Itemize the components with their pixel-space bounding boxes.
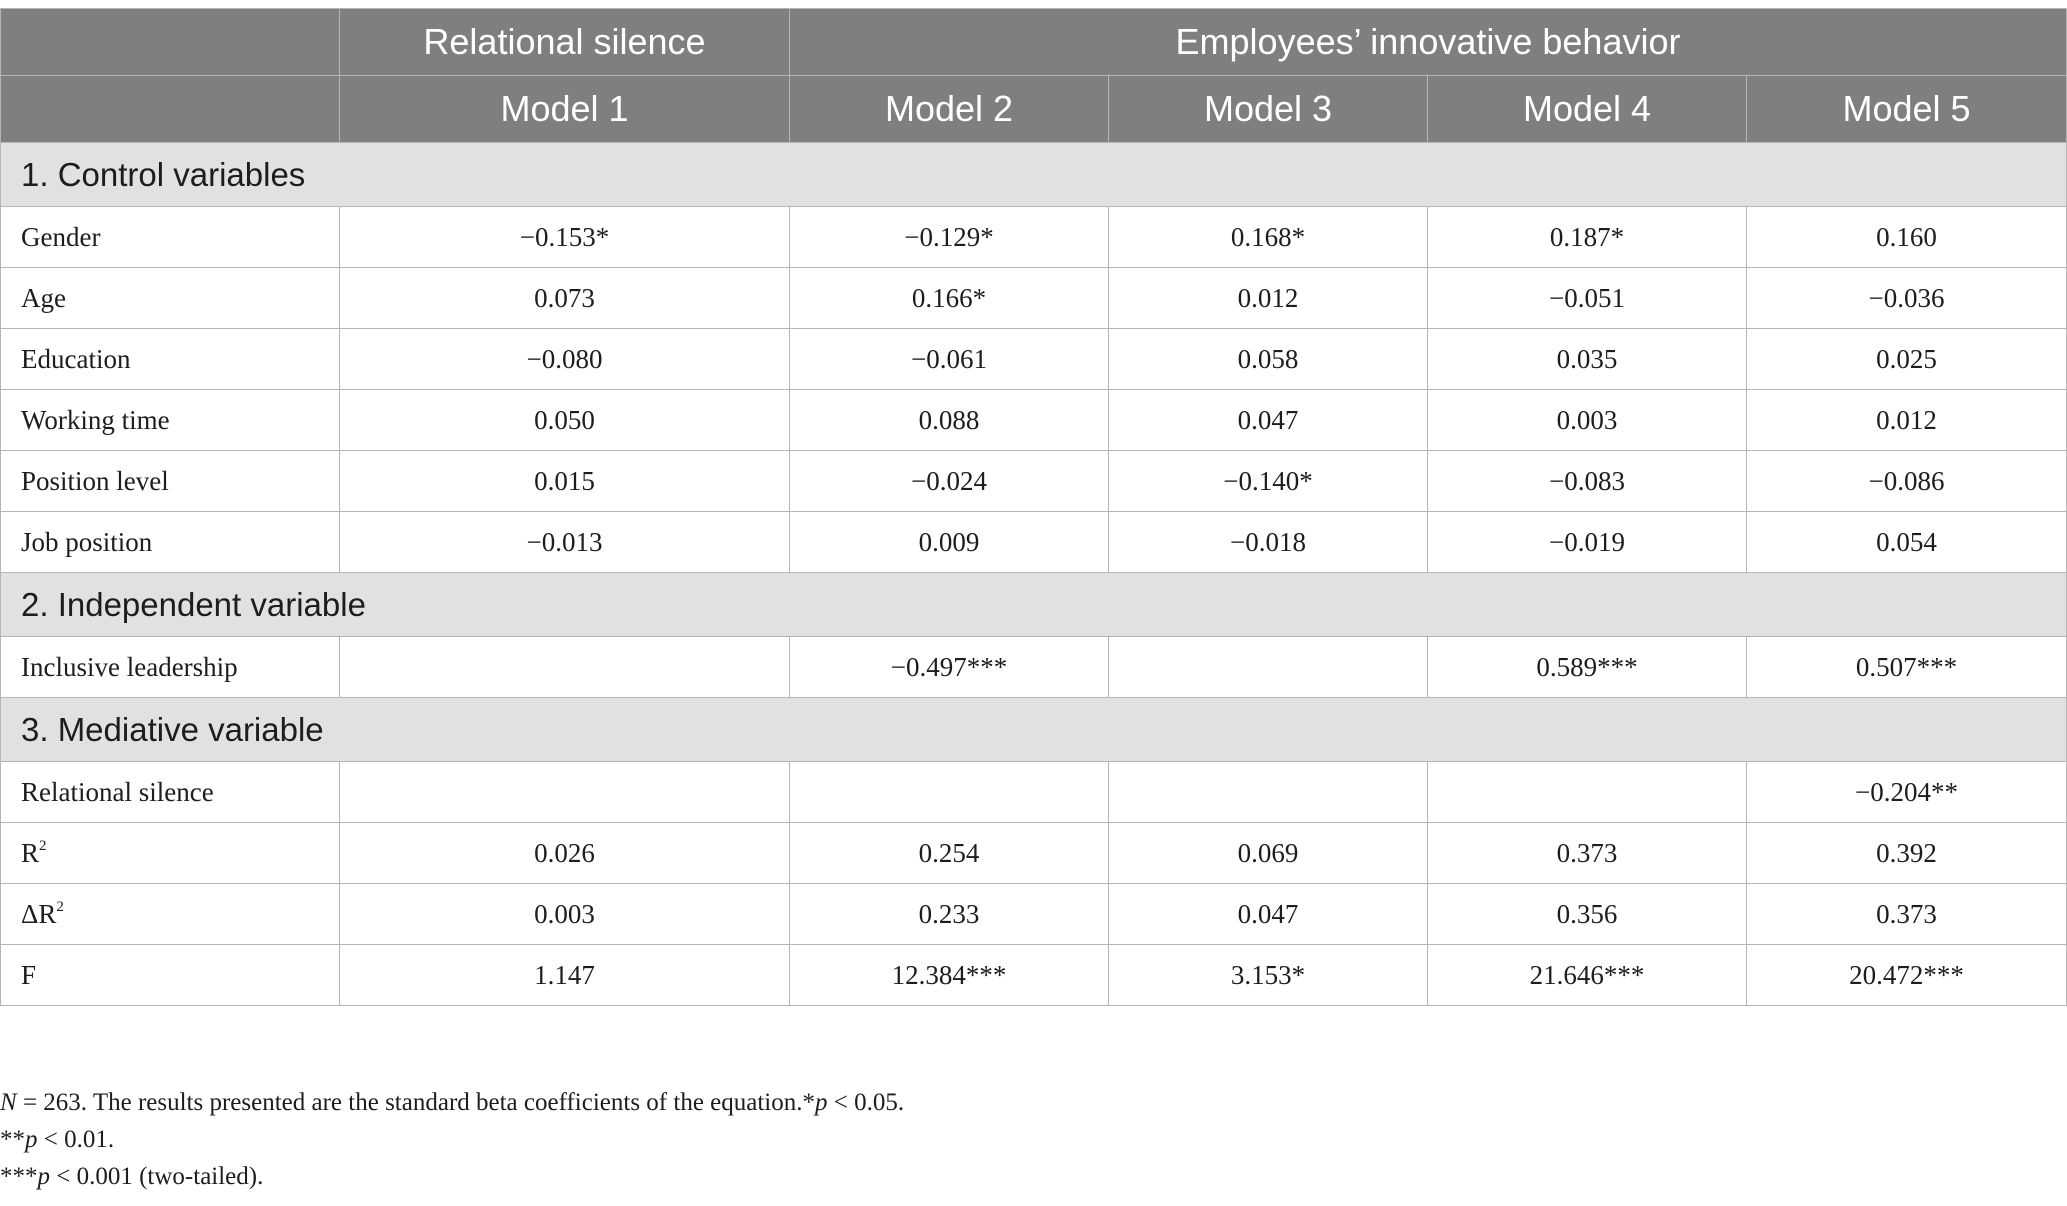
table-cell: 0.012 (1747, 390, 2067, 451)
table-footnotes (0, 1084, 904, 1195)
section-independent-variable (1, 573, 2067, 637)
table-cell: 0.035 (1428, 329, 1747, 390)
table-row (1, 637, 2067, 698)
footnote-n: N (0, 1089, 17, 1116)
header-innovative-behavior: Employees’ innovative behavior (790, 9, 2067, 76)
footnote-p: p (37, 1163, 50, 1190)
row-label: F (1, 945, 340, 1006)
table-row (1, 762, 2067, 823)
table-cell: 0.507*** (1747, 637, 2067, 698)
row-label: Working time (1, 390, 340, 451)
table-cell: 0.356 (1428, 884, 1747, 945)
table-cell: −0.013 (340, 512, 790, 573)
footnote-line-2 (0, 1121, 904, 1158)
table-row (1, 884, 2067, 945)
row-label: Job position (1, 512, 340, 573)
table-row (1, 390, 2067, 451)
row-label: Inclusive leadership (1, 637, 340, 698)
table-cell: 0.073 (340, 268, 790, 329)
table-cell: −0.204** (1747, 762, 2067, 823)
section-mediative-variable (1, 698, 2067, 762)
footnote-stars: *** (0, 1163, 38, 1190)
table-cell: 20.472*** (1747, 945, 2067, 1006)
row-label-r-squared (1, 823, 340, 884)
row-label: Age (1, 268, 340, 329)
section-control-variables (1, 143, 2067, 207)
header-blank (1, 9, 340, 76)
footnote-line-1 (0, 1084, 904, 1121)
table-cell: 0.047 (1109, 390, 1428, 451)
table-cell: 3.153* (1109, 945, 1428, 1006)
table-cell: −0.036 (1747, 268, 2067, 329)
table-cell: −0.019 (1428, 512, 1747, 573)
table-cell: 0.009 (790, 512, 1109, 573)
footnote-text: = 263. The results presented are the standard beta coefficients of the equation.* (16, 1089, 816, 1116)
table-cell: −0.086 (1747, 451, 2067, 512)
table-cell: −0.061 (790, 329, 1109, 390)
table-cell (1109, 637, 1428, 698)
table-cell (1109, 762, 1428, 823)
table-cell: 0.254 (790, 823, 1109, 884)
table-row (1, 823, 2067, 884)
row-label: Relational silence (1, 762, 340, 823)
table-row (1, 512, 2067, 573)
header-model-4: Model 4 (1428, 76, 1747, 143)
row-label-delta-r-squared (1, 884, 340, 945)
superscript: 2 (56, 898, 64, 915)
footnote-stars: ** (0, 1126, 25, 1153)
footnote-text: < 0.001 (two-tailed). (50, 1163, 264, 1190)
table-cell: 0.233 (790, 884, 1109, 945)
header-model-3: Model 3 (1109, 76, 1428, 143)
table-cell: −0.018 (1109, 512, 1428, 573)
footnote-line-3 (0, 1158, 904, 1195)
footnote-p: p (25, 1126, 38, 1153)
table-cell: 0.047 (1109, 884, 1428, 945)
section-label: 2. Independent variable (1, 573, 2067, 637)
table-cell: 0.015 (340, 451, 790, 512)
header-model-5: Model 5 (1747, 76, 2067, 143)
table-cell: −0.024 (790, 451, 1109, 512)
table-cell: 0.166* (790, 268, 1109, 329)
table-row (1, 268, 2067, 329)
footnote-text: < 0.01. (37, 1126, 115, 1153)
row-label: Gender (1, 207, 340, 268)
table-cell: 0.373 (1428, 823, 1747, 884)
table-cell: −0.129* (790, 207, 1109, 268)
superscript: 2 (39, 837, 47, 854)
results-table-container (0, 8, 2066, 1006)
table-cell: 0.012 (1109, 268, 1428, 329)
footnote-text: < 0.05. (827, 1089, 905, 1116)
table-cell: 0.168* (1109, 207, 1428, 268)
header-model-2: Model 2 (790, 76, 1109, 143)
header-blank-2 (1, 76, 340, 143)
table-cell: 0.373 (1747, 884, 2067, 945)
table-row (1, 207, 2067, 268)
table-row (1, 945, 2067, 1006)
section-label: 3. Mediative variable (1, 698, 2067, 762)
table-cell: 0.054 (1747, 512, 2067, 573)
table-cell: 0.026 (340, 823, 790, 884)
table-cell (1428, 762, 1747, 823)
table-cell (340, 637, 790, 698)
table-cell: 0.088 (790, 390, 1109, 451)
table-cell: 0.003 (1428, 390, 1747, 451)
row-label-text: ΔR (21, 898, 57, 929)
table-cell: −0.153* (340, 207, 790, 268)
table-cell: 0.589*** (1428, 637, 1747, 698)
table-cell: 0.069 (1109, 823, 1428, 884)
header-model-1: Model 1 (340, 76, 790, 143)
table-cell: −0.497*** (790, 637, 1109, 698)
table-cell: 0.003 (340, 884, 790, 945)
header-row-groups (1, 9, 2067, 76)
regression-results-table (0, 8, 2067, 1006)
row-label-text: R (21, 837, 40, 868)
table-cell: −0.083 (1428, 451, 1747, 512)
table-row (1, 329, 2067, 390)
table-cell: 0.050 (340, 390, 790, 451)
header-relational-silence: Relational silence (340, 9, 790, 76)
table-cell: −0.051 (1428, 268, 1747, 329)
table-cell: 21.646*** (1428, 945, 1747, 1006)
table-cell: 0.392 (1747, 823, 2067, 884)
table-cell: 1.147 (340, 945, 790, 1006)
table-cell (340, 762, 790, 823)
row-label: Education (1, 329, 340, 390)
table-cell: 0.025 (1747, 329, 2067, 390)
table-cell: −0.140* (1109, 451, 1428, 512)
footnote-p: p (815, 1089, 828, 1116)
table-cell: 0.058 (1109, 329, 1428, 390)
table-cell: 12.384*** (790, 945, 1109, 1006)
section-label: 1. Control variables (1, 143, 2067, 207)
table-cell: −0.080 (340, 329, 790, 390)
header-row-models (1, 76, 2067, 143)
row-label: Position level (1, 451, 340, 512)
table-row (1, 451, 2067, 512)
table-cell: 0.160 (1747, 207, 2067, 268)
table-cell: 0.187* (1428, 207, 1747, 268)
table-cell (790, 762, 1109, 823)
